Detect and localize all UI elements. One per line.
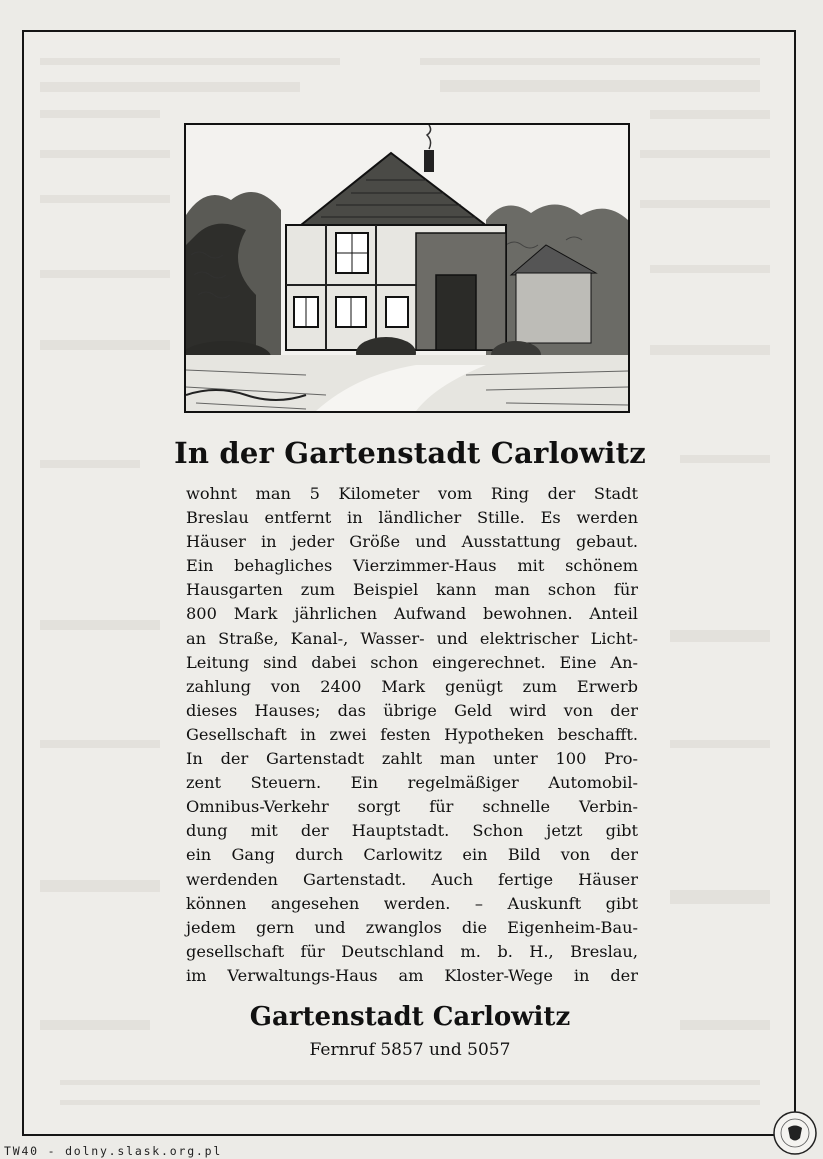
body-line: 800 Mark jährlichen Aufwand bewohnen. Anteil xyxy=(186,604,638,624)
body-line: Leitung sind dabei schon eingerechnet. Eine An- xyxy=(186,652,638,672)
company-name: Gartenstadt Carlowitz xyxy=(249,1002,571,1032)
phone-number: Fernruf 5857 und 5057 xyxy=(309,1040,511,1060)
source-credit: TW40 - dolny.slask.org.pl xyxy=(4,1144,223,1158)
body-line: dung mit der Hauptstadt. Schon jetzt gibt xyxy=(186,821,638,841)
body-line: zent Steuern. Ein regelmäßiger Automobil- xyxy=(186,773,638,793)
body-line: Gesellschaft in zwei festen Hypotheken beschafft. xyxy=(186,724,638,744)
archive-seal-icon xyxy=(772,1110,818,1156)
body-line: gesellschaft für Deutschland m. b. H., Breslau, xyxy=(186,941,638,961)
body-line: ein Gang durch Carlowitz ein Bild von der xyxy=(186,845,638,865)
body-line: im Verwaltungs-Haus am Kloster-Wege in der xyxy=(186,965,638,985)
body-line: wohnt man 5 Kilometer vom Ring der Stadt xyxy=(186,484,638,503)
body-line: an Straße, Kanal-, Wasser- und elektrischer Licht- xyxy=(186,628,638,648)
body-line: Ein behagliches Vierzimmer-Haus mit schönem xyxy=(186,556,638,576)
body-line: Breslau entfernt in ländlicher Stille. Es werden xyxy=(186,508,638,528)
body-line: können angesehen werden. – Auskunft gibt xyxy=(186,893,638,913)
body-line: Hausgarten zum Beispiel kann man schon für xyxy=(186,580,638,600)
body-line: zahlung von 2400 Mark genügt zum Erwerb xyxy=(186,676,638,696)
headline: In der Gartenstadt Carlowitz xyxy=(174,436,646,470)
advertisement-body xyxy=(186,482,638,988)
body-line: dieses Hauses; das übrige Geld wird von der xyxy=(186,700,638,720)
body-line: werdenden Gartenstadt. Auch fertige Häuser xyxy=(186,869,638,889)
body-line: Omnibus-Verkehr sorgt für schnelle Verbin- xyxy=(186,797,638,817)
body-line: Häuser in jeder Größe und Ausstattung gebaut. xyxy=(186,532,638,552)
body-line: jedem gern und zwanglos die Eigenheim-Bau- xyxy=(186,917,638,937)
body-line: In der Gartenstadt zahlt man unter 100 Pro- xyxy=(186,749,638,769)
house-illustration xyxy=(184,123,630,413)
